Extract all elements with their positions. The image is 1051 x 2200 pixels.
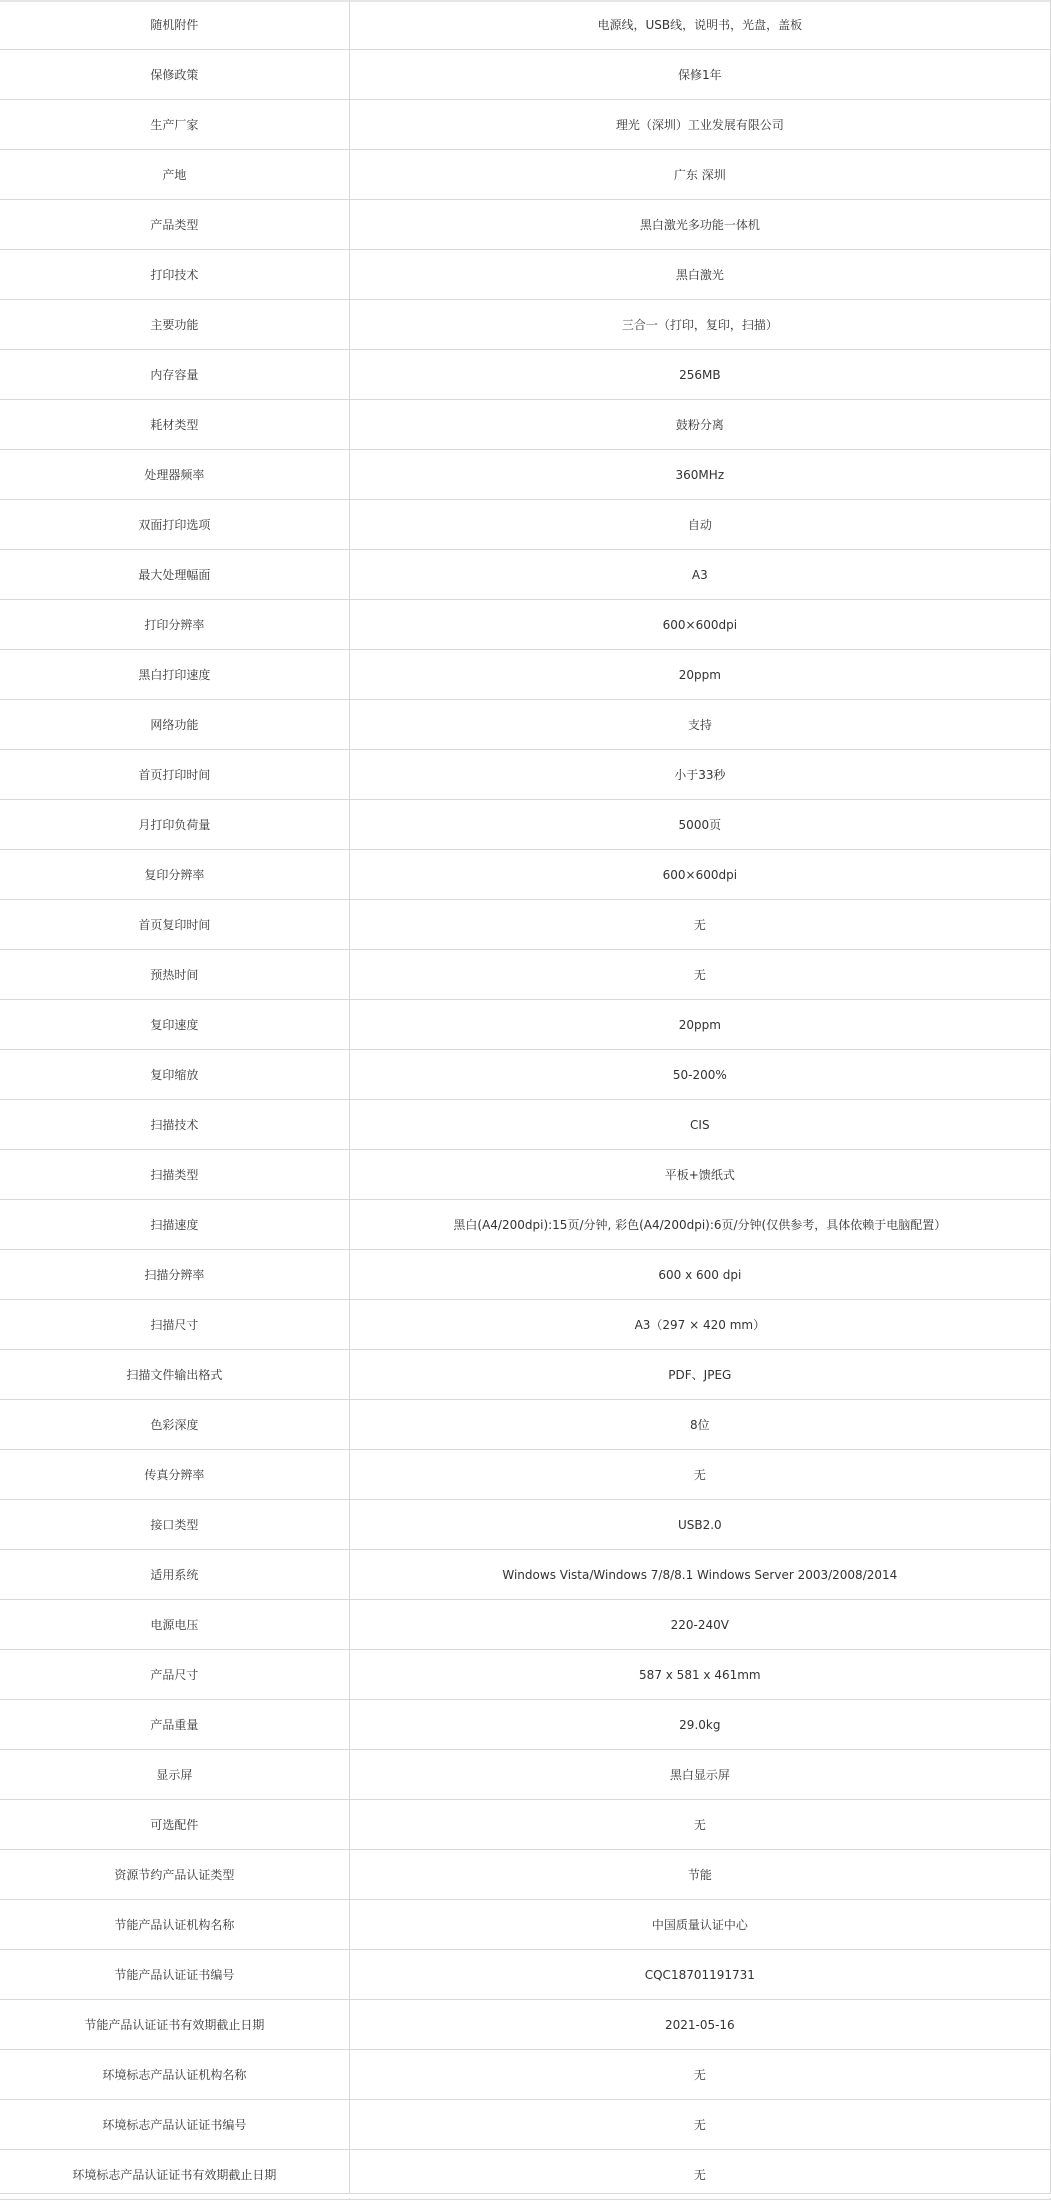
spec-label: 节能产品认证证书有效期截止日期: [0, 2000, 349, 2050]
table-row: [0, 1550, 1051, 1600]
spec-label: 打印分辨率: [0, 600, 349, 650]
spec-value: CQC18701191731: [349, 1950, 1050, 2000]
spec-label: 主要功能: [0, 300, 349, 350]
spec-label: 打印技术: [0, 250, 349, 300]
spec-label: 黑白打印速度: [0, 650, 349, 700]
spec-value: PDF、JPEG: [349, 1350, 1050, 1400]
spec-label: 传真分辨率: [0, 1450, 349, 1500]
table-row: [0, 250, 1051, 300]
table-row: [0, 2150, 1051, 2200]
table-row: [0, 1050, 1051, 1100]
table-row: [0, 200, 1051, 250]
spec-label: 可选配件: [0, 1800, 349, 1850]
spec-label: 环境标志产品认证证书编号: [0, 2100, 349, 2150]
spec-label: 产品尺寸: [0, 1650, 349, 1700]
spec-label: 扫描分辨率: [0, 1250, 349, 1300]
spec-label: 随机附件: [0, 0, 349, 50]
spec-value: 广东 深圳: [349, 150, 1050, 200]
table-row: [0, 1750, 1051, 1800]
table-row: [0, 1200, 1051, 1250]
spec-value: 无: [349, 2150, 1050, 2200]
spec-label: 接口类型: [0, 1500, 349, 1550]
table-row: [0, 1450, 1051, 1500]
table-row: [0, 700, 1051, 750]
table-row: [0, 1500, 1051, 1550]
table-row: [0, 1350, 1051, 1400]
table-row: [0, 1900, 1051, 1950]
spec-value: 小于33秒: [349, 750, 1050, 800]
spec-value: 保修1年: [349, 50, 1050, 100]
table-row: [0, 500, 1051, 550]
spec-value: 20ppm: [349, 650, 1050, 700]
spec-value: 自动: [349, 500, 1050, 550]
spec-label: 内存容量: [0, 350, 349, 400]
spec-label: 适用系统: [0, 1550, 349, 1600]
table-row: [0, 750, 1051, 800]
spec-value: 平板+馈纸式: [349, 1150, 1050, 1200]
spec-value: 黑白激光: [349, 250, 1050, 300]
spec-value: 黑白激光多功能一体机: [349, 200, 1050, 250]
spec-value: 无: [349, 900, 1050, 950]
table-row: [0, 1000, 1051, 1050]
spec-label: 首页打印时间: [0, 750, 349, 800]
table-row: [0, 1100, 1051, 1150]
spec-label: 生产厂家: [0, 100, 349, 150]
table-row: [0, 900, 1051, 950]
table-row: [0, 150, 1051, 200]
spec-value: 50-200%: [349, 1050, 1050, 1100]
table-row: [0, 100, 1051, 150]
table-row: [0, 1700, 1051, 1750]
spec-value: 2021-05-16: [349, 2000, 1050, 2050]
spec-value: 587 x 581 x 461mm: [349, 1650, 1050, 1700]
table-row: [0, 350, 1051, 400]
table-row: [0, 1600, 1051, 1650]
spec-value: 8位: [349, 1400, 1050, 1450]
spec-value: 360MHz: [349, 450, 1050, 500]
spec-value: 三合一（打印，复印，扫描）: [349, 300, 1050, 350]
spec-value: 无: [349, 2050, 1050, 2100]
spec-value: 20ppm: [349, 1000, 1050, 1050]
spec-label: 扫描速度: [0, 1200, 349, 1250]
spec-value: 鼓粉分离: [349, 400, 1050, 450]
table-row: [0, 2050, 1051, 2100]
spec-label: 色彩深度: [0, 1400, 349, 1450]
spec-label: 月打印负荷量: [0, 800, 349, 850]
spec-label: 显示屏: [0, 1750, 349, 1800]
spec-value: 600×600dpi: [349, 850, 1050, 900]
spec-label: 首页复印时间: [0, 900, 349, 950]
spec-value: 600 x 600 dpi: [349, 1250, 1050, 1300]
table-row: [0, 450, 1051, 500]
spec-value: A3（297 × 420 mm）: [349, 1300, 1050, 1350]
table-row: [0, 550, 1051, 600]
spec-label: 环境标志产品认证机构名称: [0, 2050, 349, 2100]
spec-value: 29.0kg: [349, 1700, 1050, 1750]
spec-value: 无: [349, 2100, 1050, 2150]
spec-label: 电源电压: [0, 1600, 349, 1650]
spec-value: 电源线，USB线，说明书，光盘，盖板: [349, 0, 1050, 50]
spec-label: 扫描类型: [0, 1150, 349, 1200]
table-row: [0, 1300, 1051, 1350]
spec-value: 节能: [349, 1850, 1050, 1900]
bottom-divider: [0, 2193, 1051, 2198]
spec-label: 资源节约产品认证类型: [0, 1850, 349, 1900]
table-row: [0, 1150, 1051, 1200]
spec-label: 双面打印选项: [0, 500, 349, 550]
spec-value: 黑白(A4/200dpi):15页/分钟, 彩色(A4/200dpi):6页/分钟(仅供参考，具体依赖于电脑配置）: [349, 1200, 1050, 1250]
spec-value: 中国质量认证中心: [349, 1900, 1050, 1950]
spec-value: 无: [349, 1800, 1050, 1850]
spec-value: 无: [349, 1450, 1050, 1500]
table-row: [0, 1950, 1051, 2000]
table-row: [0, 650, 1051, 700]
table-row: [0, 2000, 1051, 2050]
spec-label: 扫描尺寸: [0, 1300, 349, 1350]
table-row: [0, 1850, 1051, 1900]
table-row: [0, 50, 1051, 100]
spec-value: 支持: [349, 700, 1050, 750]
table-row: [0, 800, 1051, 850]
spec-label: 耗材类型: [0, 400, 349, 450]
spec-label: 网络功能: [0, 700, 349, 750]
table-row: [0, 1800, 1051, 1850]
spec-label: 扫描文件输出格式: [0, 1350, 349, 1400]
spec-label: 产品类型: [0, 200, 349, 250]
table-row: [0, 600, 1051, 650]
spec-label: 保修政策: [0, 50, 349, 100]
spec-value: 600×600dpi: [349, 600, 1050, 650]
spec-label: 复印分辨率: [0, 850, 349, 900]
table-row: [0, 1250, 1051, 1300]
table-row: [0, 850, 1051, 900]
spec-label: 复印缩放: [0, 1050, 349, 1100]
spec-value: 理光（深圳）工业发展有限公司: [349, 100, 1050, 150]
spec-label: 产品重量: [0, 1700, 349, 1750]
spec-value: 256MB: [349, 350, 1050, 400]
spec-value: Windows Vista/Windows 7/8/8.1 Windows Server 2003/2008/2014: [349, 1550, 1050, 1600]
table-row: [0, 300, 1051, 350]
table-row: [0, 1400, 1051, 1450]
spec-value: A3: [349, 550, 1050, 600]
spec-label: 环境标志产品认证证书有效期截止日期: [0, 2150, 349, 2200]
spec-label: 产地: [0, 150, 349, 200]
table-row: [0, 2100, 1051, 2150]
spec-label: 最大处理幅面: [0, 550, 349, 600]
spec-value: 黑白显示屏: [349, 1750, 1050, 1800]
table-row: [0, 950, 1051, 1000]
spec-value: 无: [349, 950, 1050, 1000]
spec-value: 5000页: [349, 800, 1050, 850]
spec-label: 预热时间: [0, 950, 349, 1000]
spec-label: 处理器频率: [0, 450, 349, 500]
spec-label: 扫描技术: [0, 1100, 349, 1150]
spec-label: 复印速度: [0, 1000, 349, 1050]
table-row: [0, 1650, 1051, 1700]
table-row: [0, 400, 1051, 450]
spec-value: CIS: [349, 1100, 1050, 1150]
table-row: [0, 0, 1051, 50]
spec-label: 节能产品认证机构名称: [0, 1900, 349, 1950]
spec-label: 节能产品认证证书编号: [0, 1950, 349, 2000]
spec-value: USB2.0: [349, 1500, 1050, 1550]
spec-value: 220-240V: [349, 1600, 1050, 1650]
